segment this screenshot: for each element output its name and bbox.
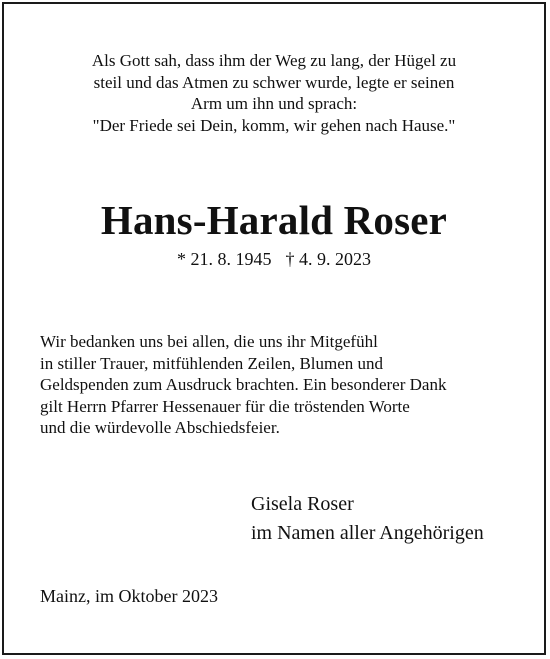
deceased-name: Hans-Harald Roser: [100, 197, 448, 243]
thanks-line-1: Wir bedanken uns bei allen, die uns ihr Mitgefühl: [40, 332, 378, 351]
thanks-line-5: und die würdevolle Abschiedsfeier.: [40, 418, 280, 437]
obituary-frame: [2, 2, 546, 655]
quote-line-2: steil und das Atmen zu schwer wurde, legte er seinen: [93, 72, 455, 92]
place-and-date: Mainz, im Oktober 2023: [40, 586, 218, 606]
life-dates: [4, 247, 544, 271]
birth-date: * 21. 8. 1945: [177, 249, 272, 269]
thank-you-text: [40, 331, 446, 439]
thanks-line-3: Geldspenden zum Ausdruck brachten. Ein besonderer Dank: [40, 375, 447, 394]
signature-subtitle: im Namen aller Angehörigen: [251, 522, 484, 544]
signature-block: [251, 490, 484, 548]
quote-line-4: "Der Friede sei Dein, komm, wir gehen nach Hause.": [92, 115, 456, 135]
thanks-line-4: gilt Herrn Pfarrer Hessenauer für die tröstenden Worte: [40, 396, 410, 416]
thanks-line-2: in stiller Trauer, mitfühlenden Zeilen, Blumen und: [40, 353, 384, 373]
memorial-quote: [4, 50, 544, 136]
death-date: † 4. 9. 2023: [285, 249, 371, 269]
quote-line-3: Arm um ihn und sprach:: [190, 94, 358, 113]
signature-name: Gisela Roser: [251, 493, 354, 515]
quote-line-1: Als Gott sah, dass ihm der Weg zu lang, der Hügel zu: [91, 51, 457, 70]
